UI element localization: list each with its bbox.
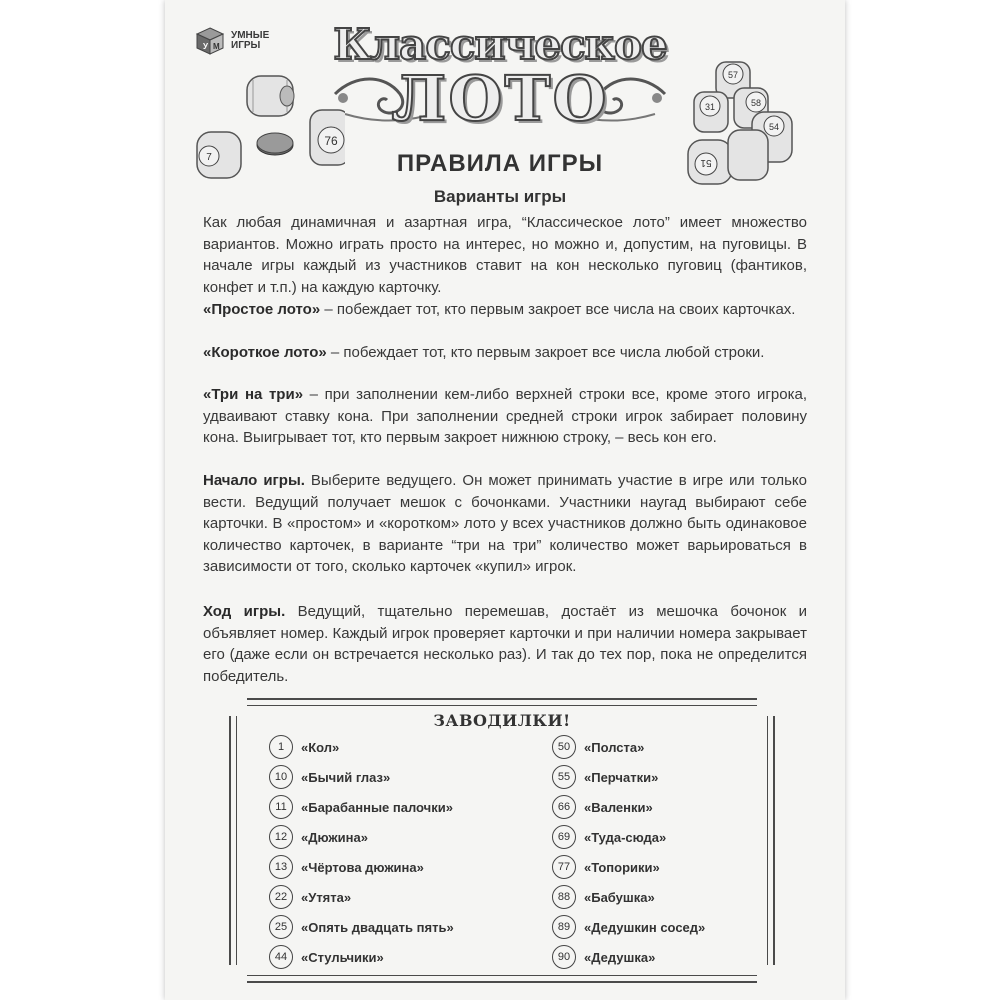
nickname: «Валенки» xyxy=(584,799,653,815)
zavodilki-item xyxy=(269,822,454,852)
zavodilki-item xyxy=(269,852,454,882)
nickname: «Полста» xyxy=(584,739,645,755)
game-title-art xyxy=(325,12,675,137)
game-progress-paragraph xyxy=(203,601,807,687)
variant-text: – побеждает тот, кто первым закроет все числа на своих карточках. xyxy=(320,301,796,318)
number-circle: 11 xyxy=(269,795,293,819)
cube-logo-icon xyxy=(195,26,225,56)
zavodilki-item xyxy=(269,792,454,822)
zavodilki-right-column xyxy=(552,732,705,972)
zavodilki-item xyxy=(269,762,454,792)
section-name: Ход игры. xyxy=(203,603,286,620)
zavodilki-item xyxy=(552,792,705,822)
number-circle: 10 xyxy=(269,765,293,789)
number-circle: 1 xyxy=(269,735,293,759)
chip-icon xyxy=(257,133,293,155)
nickname: «Бычий глаз» xyxy=(301,769,391,785)
nickname: «Утята» xyxy=(301,889,352,905)
nickname: «Топорики» xyxy=(584,859,660,875)
nickname: «Дедушка» xyxy=(584,949,656,965)
number-circle: 22 xyxy=(269,885,293,909)
nickname: «Кол» xyxy=(301,739,340,755)
number-circle: 44 xyxy=(269,945,293,969)
cube-letter-right: М xyxy=(213,42,220,51)
zavodilki-item xyxy=(552,852,705,882)
brand-name: УМНЫЕ ИГРЫ xyxy=(231,30,270,51)
barrels-right-illustration xyxy=(686,58,798,186)
variant-name: «Простое лото» xyxy=(203,301,321,318)
number-circle: 88 xyxy=(552,885,576,909)
section-title: Варианты игры xyxy=(433,187,567,206)
barrel-icon xyxy=(247,76,294,116)
number-circle: 55 xyxy=(552,765,576,789)
zavodilki-item xyxy=(269,732,454,762)
intro-paragraph: Как любая динамичная и азартная игра, “Классическое лото” имеет множество вариантов. Можно играть просто на интерес, но можно и, допустим, на пуговицы. В начале игры каждый из участников ставит на кон несколько пуговиц (фантиков, конфет и т.п.) на каждую карточку. xyxy=(203,214,807,296)
variant-text: – при заполнении кем-либо верхней строки все, кроме этого игрока, удваивают ставку кона. При заполнении средней строки игрок забирает половину кона. Выигрывает тот, кто первым закроет нижнюю строку, – весь кон его. xyxy=(203,386,807,446)
variant-three-by-three xyxy=(203,384,807,449)
nickname: «Чёртова дюжина» xyxy=(301,859,424,875)
nickname: «Дюжина» xyxy=(301,829,368,845)
number-circle: 69 xyxy=(552,825,576,849)
zavodilki-left-column xyxy=(269,732,454,972)
cube-letter-left: У xyxy=(203,42,208,51)
zavodilki-item xyxy=(552,822,705,852)
barrel-icon xyxy=(728,130,768,180)
number-circle: 77 xyxy=(552,855,576,879)
variant-name: «Три на три» xyxy=(203,386,304,403)
nickname: «Дедушкин сосед» xyxy=(584,919,706,935)
page-title: ПРАВИЛА ИГРЫ xyxy=(396,150,604,177)
barrel-icon xyxy=(197,132,241,178)
nickname: «Опять двадцать пять» xyxy=(301,919,454,935)
barrel-number: 31 xyxy=(704,102,716,112)
barrel-icon xyxy=(694,92,728,132)
zavodilki-item xyxy=(269,942,454,972)
zavodilki-title: ЗАВОДИЛКИ! xyxy=(433,711,571,730)
section-name: Начало игры. xyxy=(203,472,305,489)
frame-corner xyxy=(757,965,775,983)
variant-simple xyxy=(203,299,807,321)
number-circle: 13 xyxy=(269,855,293,879)
zavodilki-item xyxy=(552,912,705,942)
barrel-number: 7 xyxy=(206,152,212,163)
variant-name: «Короткое лото» xyxy=(203,344,327,361)
zavodilki-item xyxy=(552,732,705,762)
barrel-number: 57 xyxy=(727,70,739,80)
variant-text: – побеждает тот, кто первым закроет все числа любой строки. xyxy=(326,344,765,361)
nickname: «Стульчики» xyxy=(301,949,384,965)
nickname: «Туда-сюда» xyxy=(584,829,667,845)
number-circle: 12 xyxy=(269,825,293,849)
number-circle: 66 xyxy=(552,795,576,819)
title-line-1: Классическое xyxy=(333,20,667,69)
barrel-number: 51 xyxy=(700,157,712,168)
nickname: «Бабушка» xyxy=(584,889,655,905)
section-text: Ведущий, тщательно перемешав, достаёт из мешочка бочонок и объявляет номер. Каждый игрок проверяет карточки и при наличии номера закрывает его (даже если он встречается несколько раз). И так до тех пор, пока не определится победитель. xyxy=(203,603,807,685)
barrel-number: 54 xyxy=(768,122,780,132)
zavodilki-item xyxy=(552,882,705,912)
brand-logo xyxy=(195,26,291,56)
nickname: «Перчатки» xyxy=(584,769,659,785)
number-circle: 25 xyxy=(269,915,293,939)
number-circle: 90 xyxy=(552,945,576,969)
zavodilki-item xyxy=(552,942,705,972)
game-start-paragraph xyxy=(203,470,807,578)
title-line-2: ЛОТО xyxy=(391,62,609,135)
number-circle: 50 xyxy=(552,735,576,759)
variant-short xyxy=(203,342,807,364)
zavodilki-item xyxy=(269,882,454,912)
barrel-number: 58 xyxy=(750,98,762,108)
number-circle: 89 xyxy=(552,915,576,939)
zavodilki-item xyxy=(552,762,705,792)
frame-corner xyxy=(229,965,247,983)
barrel-number: 76 xyxy=(324,134,338,148)
nickname: «Барабанные палочки» xyxy=(301,799,453,815)
section-text: Выберите ведущего. Он может принимать участие в игре или только вести. Ведущий получает мешок с бочонками. Участники наугад выбирают себе карточки. В «простом» и «коротком» лото у всех участников должно быть одинаковое количество карточек, в варианте “три на три” количество может варьироваться в зависимости от того, сколько карточек «купил» игрок. xyxy=(203,472,808,575)
zavodilki-item xyxy=(269,912,454,942)
